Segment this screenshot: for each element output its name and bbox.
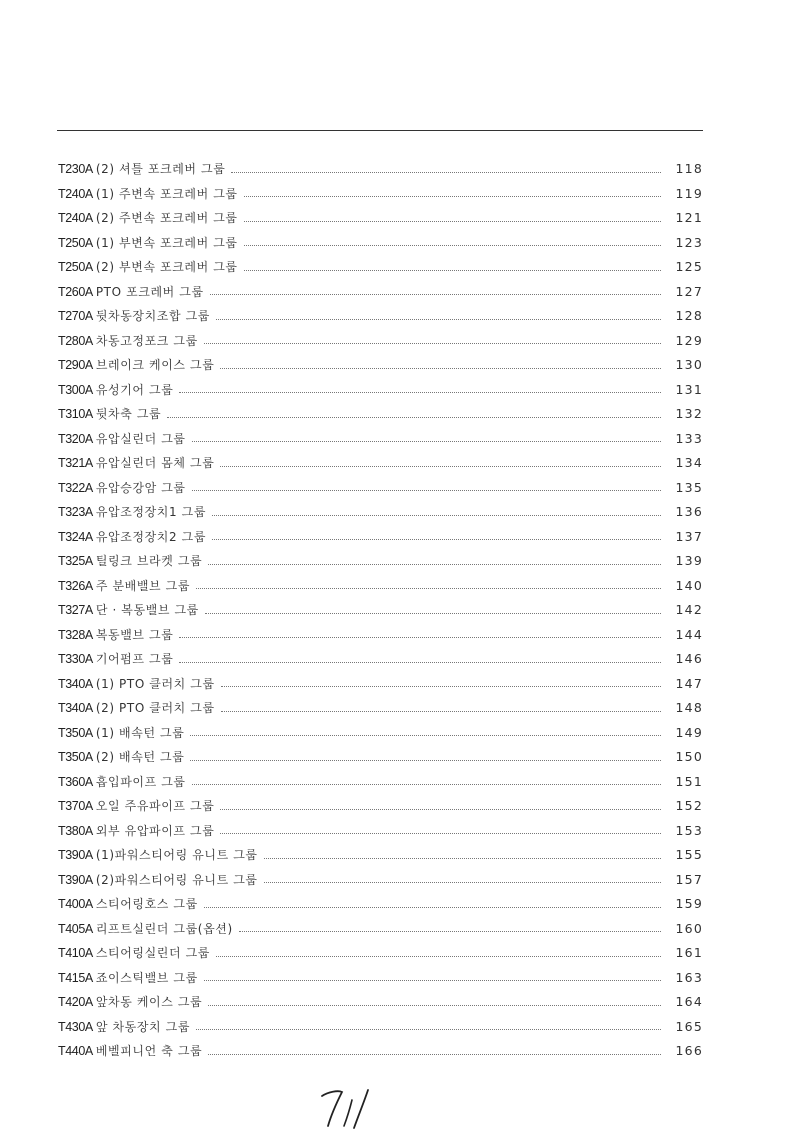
- toc-entry: [58, 647, 703, 672]
- toc-entry-title: 단 · 복동밸브 그룹: [95, 603, 199, 617]
- toc-entry-title: 죠이스틱밸브 그룹: [95, 970, 198, 985]
- toc-entry-page: 148: [675, 700, 703, 715]
- toc-entry: [58, 304, 703, 329]
- toc-entry-title: 뒷차동장치조합 그룹: [95, 309, 210, 323]
- toc-dot-leader: [212, 515, 661, 516]
- toc-entry-page: 155: [675, 847, 703, 862]
- toc-entry-page: 151: [675, 773, 703, 789]
- toc-entry-page: 133: [675, 430, 703, 446]
- toc-entry-page: 165: [675, 1018, 703, 1034]
- toc-entry: [58, 990, 703, 1015]
- toc-entry-code: T325A: [58, 554, 93, 568]
- toc-entry: [58, 623, 703, 648]
- toc-entry-title: 스티어링실린더 그룹: [95, 946, 210, 960]
- toc-entry-title: (1) 주변속 포크레버 그룹: [95, 186, 238, 201]
- toc-dot-leader: [244, 221, 661, 222]
- toc-entry-page: 128: [675, 308, 703, 323]
- toc-entry: [58, 476, 703, 501]
- toc-dot-leader: [221, 686, 661, 687]
- toc-entry-page: 140: [675, 577, 703, 593]
- toc-entry-code: T370A: [58, 799, 93, 813]
- toc-entry-code: T328A: [58, 627, 93, 642]
- toc-entry-title: (2)파워스티어링 유니트 그룹: [95, 872, 258, 887]
- toc-dot-leader: [220, 368, 661, 369]
- toc-entry-code: T310A: [58, 407, 93, 421]
- toc-entry-code: T350A: [58, 750, 93, 764]
- toc-dot-leader: [239, 931, 661, 932]
- toc-entry-code: T340A: [58, 701, 93, 715]
- toc-entry-page: 153: [675, 822, 703, 838]
- toc-entry-title: PTO 포크레버 그룹: [95, 284, 204, 299]
- toc-dot-leader: [179, 637, 661, 638]
- toc-entry: [58, 525, 703, 550]
- toc-entry: [58, 549, 703, 574]
- toc-entry: [58, 353, 703, 378]
- toc-dot-leader: [192, 784, 661, 785]
- toc-entry: [58, 672, 703, 697]
- toc-entry: [58, 892, 703, 917]
- toc-entry-code: T350A: [58, 725, 93, 740]
- toc-entry-code: T326A: [58, 578, 93, 593]
- toc-entry-page: 144: [675, 626, 703, 642]
- toc-entry: [58, 378, 703, 403]
- toc-entry-page: 139: [675, 553, 703, 568]
- toc-entry-code: T327A: [58, 603, 93, 617]
- toc-dot-leader: [244, 196, 661, 197]
- toc-entry-page: 159: [675, 896, 703, 911]
- toc-entry: [58, 917, 703, 942]
- toc-dot-leader: [216, 956, 661, 957]
- toc-entry-title: (1)파워스티어링 유니트 그룹: [95, 848, 258, 862]
- toc-entry-code: T440A: [58, 1044, 93, 1058]
- toc-entry: [58, 696, 703, 721]
- toc-entry-code: T240A: [58, 211, 93, 225]
- toc-entry: [58, 280, 703, 305]
- toc-entry-code: T324A: [58, 529, 93, 544]
- toc-entry-page: 123: [675, 234, 703, 250]
- toc-entry-title: 외부 유압파이프 그룹: [95, 823, 215, 838]
- toc-entry-page: 129: [675, 332, 703, 348]
- toc-entry-code: T250A: [58, 235, 93, 250]
- toc-dot-leader: [196, 588, 661, 589]
- toc-entry-page: 132: [675, 406, 703, 421]
- toc-entry: [58, 770, 703, 795]
- toc-entry: [58, 500, 703, 525]
- handwritten-page-number: [316, 1080, 396, 1130]
- toc-entry-page: 136: [675, 504, 703, 519]
- toc-entry-title: 베벨피니언 축 그룹: [95, 1044, 203, 1058]
- toc-entry-page: 137: [675, 528, 703, 544]
- toc-entry-code: T323A: [58, 505, 93, 519]
- header-rule: [57, 130, 703, 131]
- toc-entry-page: 142: [675, 602, 703, 617]
- toc-entry: [58, 745, 703, 770]
- toc-dot-leader: [204, 980, 661, 981]
- toc-entry-code: T405A: [58, 921, 93, 936]
- toc-entry-page: 147: [675, 675, 703, 691]
- toc-entry-title: 유압조정장치2 그룹: [95, 529, 207, 544]
- toc-entry-code: T270A: [58, 309, 93, 323]
- toc-entry-page: 121: [675, 210, 703, 225]
- toc-entry-page: 127: [675, 283, 703, 299]
- toc-dot-leader: [264, 858, 661, 859]
- toc-entry: [58, 182, 703, 207]
- toc-entry-page: 157: [675, 871, 703, 887]
- toc-entry-page: 160: [675, 920, 703, 936]
- toc-entry-code: T290A: [58, 358, 93, 372]
- toc-dot-leader: [208, 1005, 661, 1006]
- toc-dot-leader: [196, 1029, 661, 1030]
- toc-entry-page: 118: [675, 161, 703, 176]
- toc-dot-leader: [192, 490, 661, 491]
- toc-entry: [58, 819, 703, 844]
- toc-entry: [58, 598, 703, 623]
- toc-entry: [58, 868, 703, 893]
- toc-entry: [58, 1015, 703, 1040]
- toc-entry: [58, 1039, 703, 1064]
- toc-entry-title: 기어펌프 그룹: [95, 652, 174, 666]
- toc-entry-code: T230A: [58, 162, 93, 176]
- toc-entry-page: 125: [675, 259, 703, 274]
- toc-dot-leader: [220, 833, 661, 834]
- toc-dot-leader: [190, 760, 661, 761]
- toc-entry-code: T240A: [58, 186, 93, 201]
- toc-entry: [58, 721, 703, 746]
- toc-entry: [58, 427, 703, 452]
- toc-entry-title: 복동밸브 그룹: [95, 627, 174, 642]
- toc-entry: [58, 255, 703, 280]
- toc-entry-code: T321A: [58, 456, 93, 470]
- toc-entry-code: T390A: [58, 848, 93, 862]
- toc-entry-code: T300A: [58, 382, 93, 397]
- toc-entry-page: 166: [675, 1043, 703, 1058]
- toc-entry-title: 유압승강암 그룹: [95, 480, 186, 495]
- toc-entry-title: 뒷차축 그룹: [95, 407, 162, 421]
- toc-entry-title: 앞 차동장치 그룹: [95, 1019, 191, 1034]
- toc-entry: [58, 329, 703, 354]
- toc-dot-leader: [179, 392, 661, 393]
- toc-entry-page: 152: [675, 798, 703, 813]
- toc-entry-code: T322A: [58, 480, 93, 495]
- toc-dot-leader: [190, 735, 661, 736]
- toc-dot-leader: [179, 662, 661, 663]
- toc-entry-title: (2) 부변속 포크레버 그룹: [95, 260, 238, 274]
- toc-dot-leader: [221, 711, 661, 712]
- toc-entry-title: (2) 배속턴 그룹: [95, 750, 185, 764]
- toc-entry-code: T320A: [58, 431, 93, 446]
- toc-entry-title: (2) PTO 클러치 그룹: [95, 701, 215, 715]
- toc-dot-leader: [204, 343, 661, 344]
- toc-entry-code: T410A: [58, 946, 93, 960]
- toc-entry-code: T400A: [58, 897, 93, 911]
- toc-entry-code: T415A: [58, 970, 93, 985]
- toc-dot-leader: [192, 441, 661, 442]
- toc-dot-leader: [208, 1054, 661, 1055]
- toc-entry-page: 119: [675, 185, 703, 201]
- toc-dot-leader: [212, 539, 661, 540]
- toc-dot-leader: [244, 270, 661, 271]
- toc-dot-leader: [264, 882, 661, 883]
- toc-entry-title: 유성기어 그룹: [95, 382, 174, 397]
- toc-entry-title: 앞차동 케이스 그룹: [95, 995, 203, 1009]
- toc-dot-leader: [208, 564, 661, 565]
- toc-entry-title: 차동고정포크 그룹: [95, 333, 198, 348]
- toc-entry-title: 스티어링호스 그룹: [95, 897, 198, 911]
- toc-entry-page: 135: [675, 479, 703, 495]
- toc-entry-page: 149: [675, 724, 703, 740]
- toc-entry: [58, 157, 703, 182]
- toc-entry-code: T420A: [58, 995, 93, 1009]
- toc-dot-leader: [210, 294, 661, 295]
- toc-entry-title: (1) 부변속 포크레버 그룹: [95, 235, 238, 250]
- toc-entry-code: T340A: [58, 676, 93, 691]
- toc-entry-title: 유압실린더 그룹: [95, 431, 186, 446]
- toc-entry: [58, 843, 703, 868]
- toc-entry-title: 주 분배밸브 그룹: [95, 578, 191, 593]
- toc-entry-page: 131: [675, 381, 703, 397]
- toc-entry-title: 리프트실린더 그룹(옵션): [95, 921, 233, 936]
- toc-entry-page: 134: [675, 455, 703, 470]
- toc-entry-title: (1) PTO 클러치 그룹: [95, 676, 215, 691]
- toc-entry-page: 150: [675, 749, 703, 764]
- toc-entry: [58, 574, 703, 599]
- toc-entry-title: 브레이크 케이스 그룹: [95, 358, 215, 372]
- toc-entry-code: T360A: [58, 774, 93, 789]
- toc-entry-title: 유압실린더 몸체 그룹: [95, 456, 215, 470]
- toc-entry: [58, 231, 703, 256]
- toc-entry-title: (2) 셔틀 포크레버 그룹: [95, 162, 226, 176]
- toc-entry-code: T250A: [58, 260, 93, 274]
- toc-entry-page: 146: [675, 651, 703, 666]
- toc-dot-leader: [244, 245, 661, 246]
- toc-entry-title: 오일 주유파이프 그룹: [95, 799, 215, 813]
- toc-entry: [58, 941, 703, 966]
- toc-entry: [58, 966, 703, 991]
- toc-entry-code: T430A: [58, 1019, 93, 1034]
- toc-dot-leader: [231, 172, 661, 173]
- toc-entry-code: T330A: [58, 652, 93, 666]
- toc-entry: [58, 402, 703, 427]
- toc-entry-page: 161: [675, 945, 703, 960]
- toc-entry-title: 틸링크 브라켓 그룹: [95, 554, 203, 568]
- toc-entry-title: (2) 주변속 포크레버 그룹: [95, 211, 238, 225]
- toc-entry-title: 유압조정장치1 그룹: [95, 505, 207, 519]
- toc-entry: [58, 206, 703, 231]
- toc-dot-leader: [220, 466, 661, 467]
- toc-entry-page: 130: [675, 357, 703, 372]
- toc-entry-code: T390A: [58, 872, 93, 887]
- toc-dot-leader: [220, 809, 661, 810]
- toc-entry-page: 164: [675, 994, 703, 1009]
- toc-dot-leader: [205, 613, 661, 614]
- toc-dot-leader: [204, 907, 661, 908]
- toc-entry-title: (1) 배속턴 그룹: [95, 725, 185, 740]
- toc-dot-leader: [216, 319, 661, 320]
- toc-dot-leader: [167, 417, 661, 418]
- toc-entry: [58, 451, 703, 476]
- toc-entry-code: T260A: [58, 284, 93, 299]
- toc-entry-title: 흡입파이프 그룹: [95, 774, 186, 789]
- toc-entry: [58, 794, 703, 819]
- toc-entry-code: T280A: [58, 333, 93, 348]
- toc-entry-code: T380A: [58, 823, 93, 838]
- table-of-contents: [58, 157, 703, 1064]
- toc-entry-page: 163: [675, 969, 703, 985]
